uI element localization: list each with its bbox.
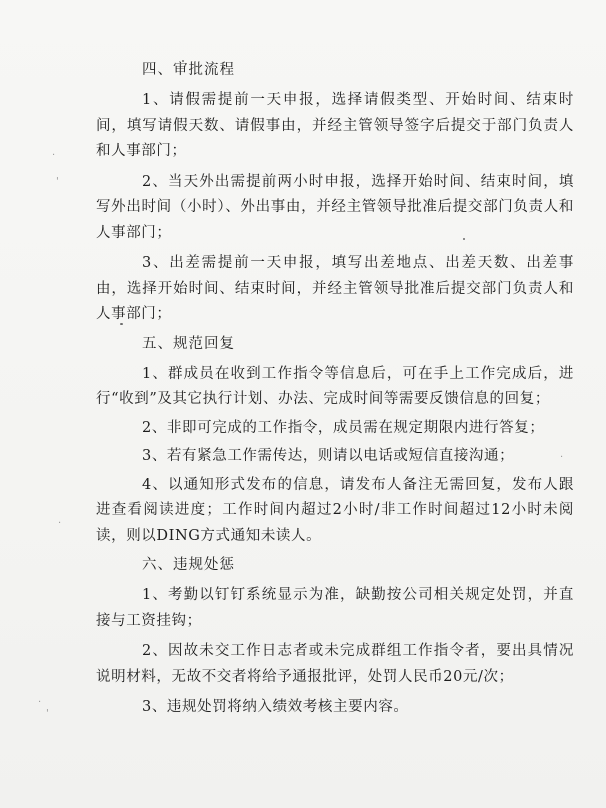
paragraph: 1、考勤以钉钉系统显示为准，缺勤按公司相关规定处罚，并直接与工资挂钩； <box>96 587 574 629</box>
document-body <box>96 60 574 725</box>
section-reply-rules <box>96 334 574 550</box>
paragraph: 4、以通知形式发布的信息，请发布人备注无需回复，发布人跟进查看阅读进度；工作时间内超过2小时/非工作时间超过12小时未阅读，则以DING方式通知未读人。 <box>96 476 574 544</box>
paragraph: 2、因故未交工作日志者或未完成群组工作指令者，要出具情况说明材料，无故不交者将给予通报批评，处罚人民币20元/次； <box>96 643 574 685</box>
section-heading: 六、违规处惩 <box>142 557 235 573</box>
section-heading: 五、规范回复 <box>142 335 235 352</box>
section-violation-penalties <box>96 555 574 721</box>
paragraph: 1、请假需提前一天申报，选择请假类型、开始时间、结束时间，填写请假天数、请假事由，并经主管领导签字后提交于部门负责人和人事部门； <box>96 92 574 159</box>
scan-edge-mark: · <box>38 697 42 708</box>
scan-edge-mark: ' <box>56 176 59 187</box>
paragraph: 3、违规处罚将纳入绩效考核主要内容。 <box>142 699 409 715</box>
paragraph: 2、当天外出需提前两小时申报，选择开始时间、结束时间，填写外出时间（小时）、外出事由，并经主管领导批准后提交部门负责人和人事部门； <box>96 173 574 241</box>
paragraph: 2、非即可完成的工作指令，成员需在规定期限内进行答复； <box>142 419 545 436</box>
scan-edge-mark: · <box>52 150 56 161</box>
scan-edge-mark: · <box>560 452 564 463</box>
section-heading: 四、审批流程 <box>142 62 235 78</box>
scan-edge-mark: ' <box>46 708 49 719</box>
paragraph: 1、群成员在收到工作指令等信息后，可在手上工作完成后，进行“收到”及其它执行计划、办法、完成时间等需要反馈信息的回复； <box>96 365 574 407</box>
scan-edge-mark: · <box>58 518 62 529</box>
paragraph: 3、若有紧急工作需传达，则请以电话或短信直接沟通； <box>142 448 515 464</box>
section-approval-process <box>96 60 574 328</box>
paragraph: 3、出差需提前一天申报，填写出差地点、出差天数、出差事由，选择开始时间、结束时间，并经主管领导批准后提交部门负责人和人事部门； <box>96 255 574 322</box>
